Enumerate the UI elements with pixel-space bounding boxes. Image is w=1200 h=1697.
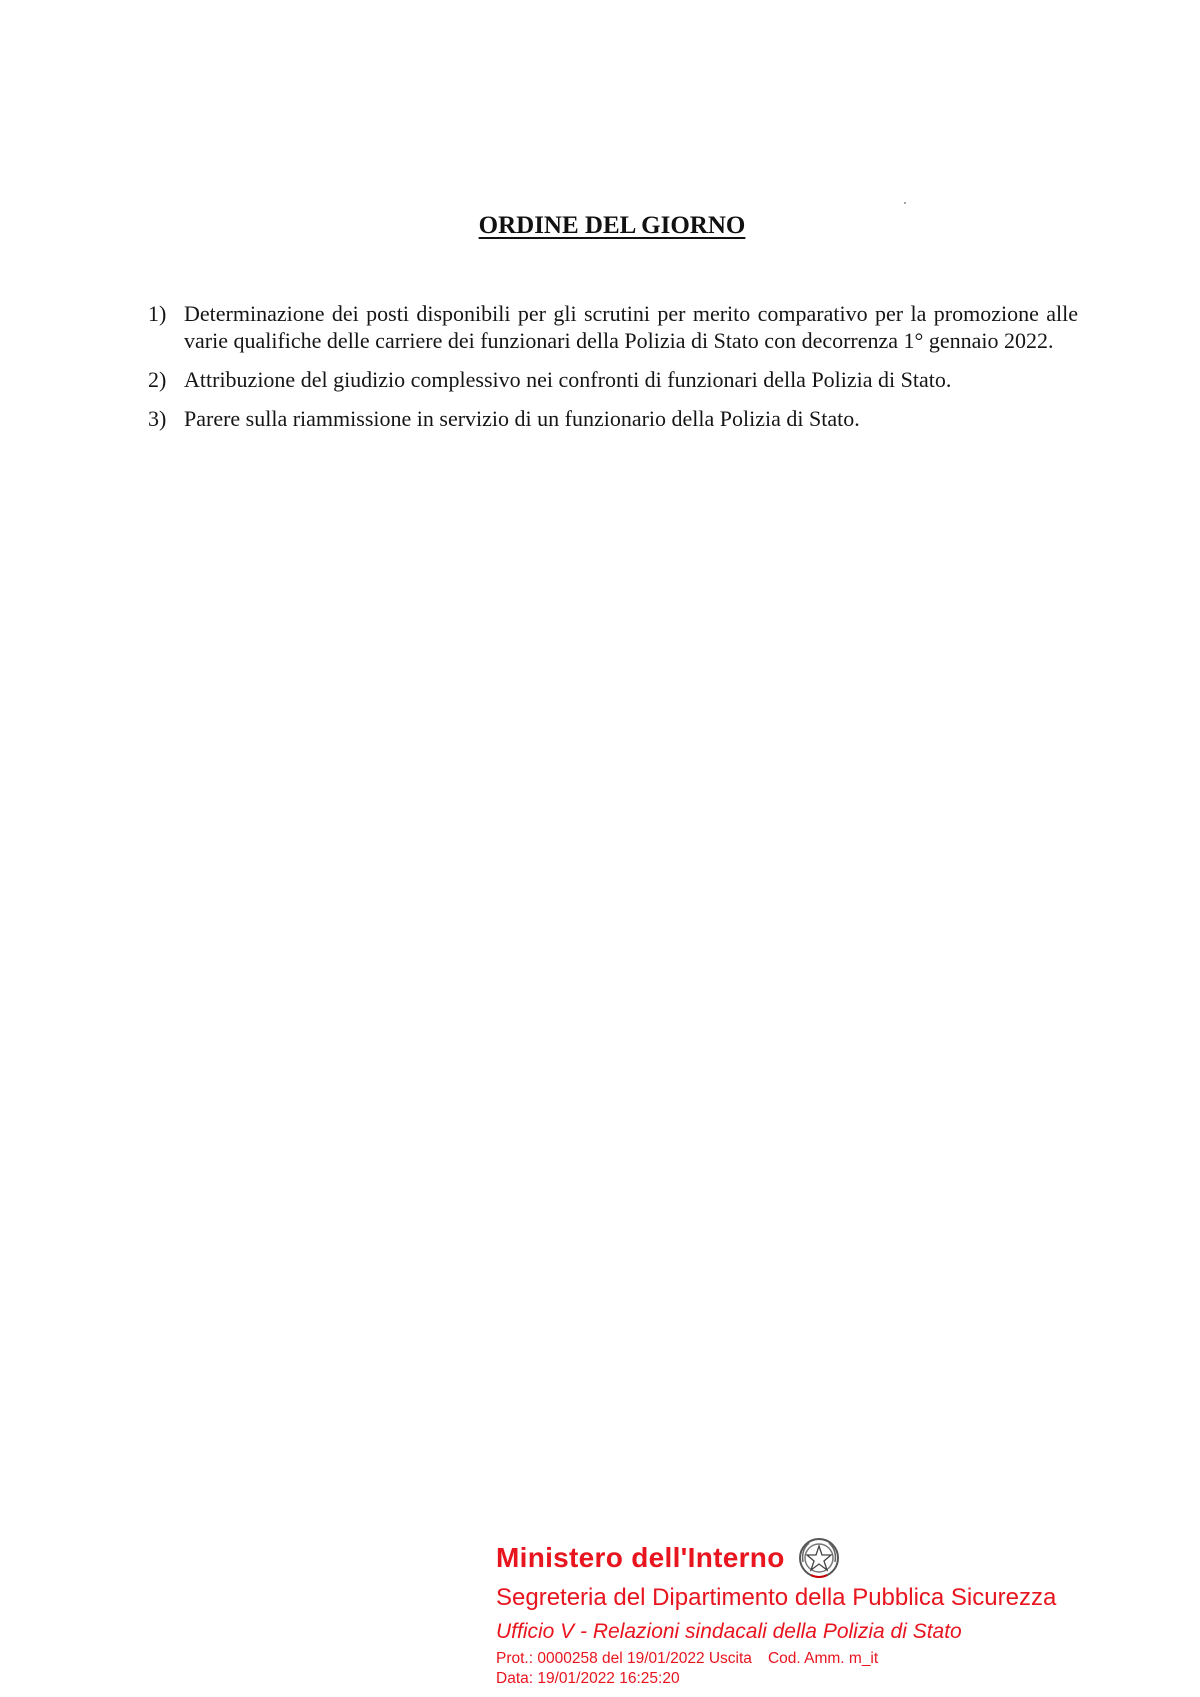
agenda-item-text: Attribuzione del giudizio complessivo nei confronti di funzionari della Polizia di Stato. xyxy=(184,367,952,392)
republic-emblem-icon xyxy=(797,1536,841,1580)
agenda-list xyxy=(148,300,1078,444)
protocol-date: Data: 19/01/2022 16:25:20 xyxy=(496,1670,680,1687)
document-title: ORDINE DEL GIORNO xyxy=(478,212,746,239)
agenda-item-text: Determinazione dei posti disponibili per gli scrutini per merito comparativo per la promozione alle varie qualifiche delle carriere dei funzionari della Polizia di Stato con decorrenza 1° gennaio 2022. xyxy=(184,301,1078,353)
agenda-item-number: 3) xyxy=(148,406,167,431)
admin-code: Cod. Amm. m_it xyxy=(767,1650,879,1667)
ministry-row xyxy=(496,1536,1056,1580)
agenda-item xyxy=(148,405,1078,432)
protocol-number: Prot.: 0000258 del 19/01/2022 Uscita xyxy=(496,1650,752,1667)
department-name: Segreteria del Dipartimento della Pubblica Sicurezza xyxy=(496,1584,1057,1611)
agenda-item-text: Parere sulla riammissione in servizio di un funzionario della Polizia di Stato. xyxy=(184,406,860,431)
office-name: Ufficio V - Relazioni sindacali della Polizia di Stato xyxy=(496,1620,962,1643)
agenda-item-number: 2) xyxy=(148,367,167,392)
protocol-line xyxy=(496,1650,1056,1668)
agenda-item-number: 1) xyxy=(148,301,167,326)
protocol-stamp xyxy=(496,1536,1056,1688)
ministry-name: Ministero dell'Interno xyxy=(496,1542,785,1573)
agenda-item xyxy=(148,300,1078,354)
agenda-item xyxy=(148,366,1078,393)
scan-speck xyxy=(904,202,906,204)
